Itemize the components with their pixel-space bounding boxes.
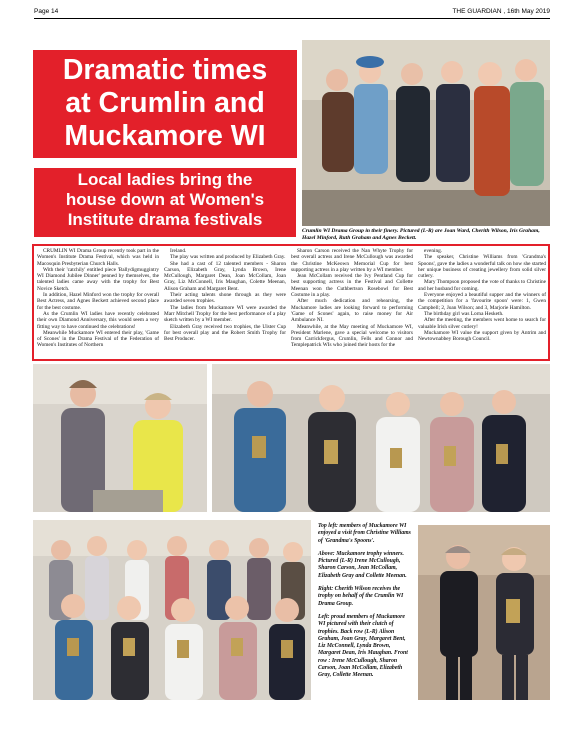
article-paragraph: She had a cast of 12 talented members - Sharon Carson, Elizabeth Gray, Lynda Brown, Irene McCullough, Margaret Dean, Joan McCollam, Joan Gray, Liz McConnell, Iris Maughan, Colette Meenan, Alison Graham and Margaret Bent. <box>164 260 286 292</box>
subheadline-line: Institute drama festivals <box>67 210 263 229</box>
article-paragraph: Meanwhile Muckamore WI entered their play, 'Game of Scones' in the Drama Festival of the Federation of Women's Institutes of Northern <box>37 329 159 349</box>
page-number: Page 14 <box>34 8 59 15</box>
trophy-receipt-photo <box>418 525 550 700</box>
article-paragraph: Ireland. <box>170 248 187 254</box>
article-paragraph: In addition, Hazel Minford won the trophy for overall Best Actress, and Agnes Beckett achieved second place for the best costume. <box>37 292 159 311</box>
article-paragraph: With their 'catchily' entitled piece 'Ballydigmuggintry WI Diamond Jubilee Dinner' penned by themselves, the talented ladies came away with the trophy for Best Novice Sketch. <box>37 266 159 292</box>
trophy-winners-photo <box>212 364 550 512</box>
article-column-3 <box>291 248 413 349</box>
muckamore-group-photo <box>33 520 311 700</box>
article-paragraph: The ladies from Muckamore WI were awarded the Marr Mitchell Trophy for the best performance of a play sketch written by a WI member. <box>164 304 286 324</box>
article-paragraph: As the Crumlin WI ladies have recently celebrated their own Diamond Anniversary, this would seem a very fitting way to have continued the celebrations! <box>37 310 159 330</box>
subheadline <box>34 170 296 230</box>
photo-captions <box>318 523 412 686</box>
article-paragraph: Elizabeth Gray received two trophies, the Ulster Cup for best overall play and the Robert Smith Trophy for Best Producer. <box>164 323 286 343</box>
article-paragraph: After the meeting, the members went home to search for valuable Irish silver cutlery! <box>418 317 546 330</box>
crumlin-group-photo <box>302 40 550 226</box>
article-paragraph: The birthday girl was Lorna Hesketh. <box>424 310 504 317</box>
article-paragraph: The speaker, Christine Williams from 'Grandma's Spoons', gave the ladies a wonderful talk on how she started her unique business of creating jewellery from solid silver cutlery. <box>418 254 546 280</box>
headline-line: Dramatic times <box>62 54 268 86</box>
photo-caption: Right: Cherith Wilson receives the trophy on behalf of the Crumlin WI Drama Group. <box>318 586 404 607</box>
photo-caption: Left: proud members of Muckamore WI pictured with their clutch of trophies. Back row (L-R) Alison Graham, Joan Gray, Margaret Bent, Liz McConnell, Lynda Brown, Margaret Dean, Iris Maughan. Front row : Irene McCullough, Sharon Carson, Joan McCollam, Elizabeth Gray, Collette Meenan. <box>318 613 408 679</box>
top-photo-caption: Crumlin WI Drama Group in their finery. Pictured (L-R) are Joan Ward, Cherith Wilson, Iris Graham, Hazel Minford, Ruth Graham and Agnes Beckett. <box>302 228 540 241</box>
article-column-4 <box>418 248 546 342</box>
article-paragraph: Muckamore WI value the support given by Antrim and Newtownabbey Borough Council. <box>418 329 546 343</box>
photo-caption: Top left: members of Muckamore WI enjoyed a visit from Christine Williams of 'Grandma's Spoons'. <box>318 523 411 544</box>
article-column-2 <box>164 248 286 342</box>
article-paragraph: CRUMLIN WI Drama Group recently took part in the Women's Institute Drama Festival, which was held in Macosquin Presbyterian Church Halls. <box>37 248 159 267</box>
subheadline-line: house down at Women's <box>65 190 265 209</box>
article-paragraph: The play was written and produced by Elizabeth Gray. <box>170 254 286 261</box>
article-paragraph: Their acting talents shone through as they were awarded seven trophies. <box>164 292 286 305</box>
article-column-1 <box>37 248 159 349</box>
article-paragraph: Meanwhile, at the May meeting of Muckamore WI, President Marlene, gave a special welcome to visitors from Carrickfergus, Crumlin, Fells and Connor and Templepatrick WIs who joined their hosts for the <box>291 323 413 349</box>
article-paragraph: Mary Thompson proposed the vote of thanks to Christine and her husband for coming. <box>418 279 546 292</box>
headline-line: at Crumlin and <box>65 87 265 119</box>
header-rule <box>34 18 550 19</box>
photo-caption: Above: Muckamore trophy winners. Pictured (L-R) Irene McCullough, Sharon Carson, Jean McCollam, Elizabeth Gray and Collette Meenan. <box>318 550 407 579</box>
article-paragraph: Jean McCollam received the Ivy Pentland Cup for best supporting actress in the Festival and Collette Meenan won the Cuthbertson Rosebowl for Best Costume in a play. <box>291 273 413 299</box>
headline-line: Muckamore WI <box>64 120 266 152</box>
subheadline-line: Local ladies bring the <box>77 170 253 189</box>
article-paragraph: Sharon Carson received the Nan Whyte Trophy for best overall actress and Irene McCullough was awarded the Christine McKeown Memorial Cup for best supporting actress in a play written by a WI member. <box>291 248 413 273</box>
article-paragraph: evening. <box>424 248 443 254</box>
publication-date: THE GUARDIAN , 16th May 2019 <box>452 8 550 15</box>
headline <box>33 54 297 153</box>
article-paragraph: Everyone enjoyed a beautiful supper and the winners of the competition for a 'favourite spoon' were: 1, Gwen Campbell; 2, Joan Wilson; and 3, Marjorie Hamilton. <box>418 292 546 311</box>
speaker-visit-photo <box>33 364 207 512</box>
article-paragraph: After much dedication and rehearsing, the Muckamore ladies are looking forward to performing 'Game of Scones' again, to raise money for Air Ambulance NI. <box>291 298 413 324</box>
